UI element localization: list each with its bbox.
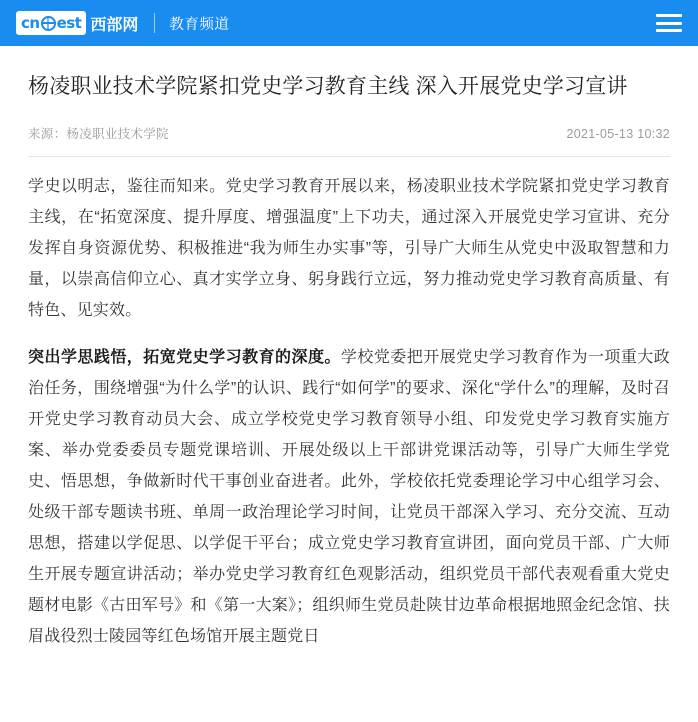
article-date: 2021-05-13 10:32 xyxy=(566,127,670,141)
article-container xyxy=(0,70,698,652)
article-paragraph: 学史以明志，鉴往而知来。党史学习教育开展以来，杨凌职业技术学院紧扣党史学习教育主线，在“拓宽深度、提升厚度、增强温度”上下功夫，通过深入开展党史学习宣讲、充分发挥自身资源优势、积极推进“我为师生办实事”等，引导广大师生从党史中汲取智慧和力量，以崇高信仰立心、真才实学立身、躬身践行立远，努力推动党史学习教育高质量、有特色、见实效。 xyxy=(28,178,670,319)
paragraph-lead: 突出学思践悟，拓宽党史学习教育的深度。 xyxy=(28,349,341,366)
site-header xyxy=(0,0,698,46)
logo-chinese-text: 西部网 xyxy=(90,16,139,34)
channel-label: 教育频道 xyxy=(169,16,230,33)
header-divider xyxy=(154,13,155,33)
logo-cn-text: cn xyxy=(21,14,40,32)
logo-est-text: est xyxy=(56,14,82,32)
article-source: 来源：杨凌职业技术学院 xyxy=(28,127,169,141)
logo-mark xyxy=(16,11,86,35)
paragraph-text: 学校党委把开展党史学习教育作为一项重大政治任务，围绕增强“为什么学”的认识、践行“如何学”的要求、深化“学什么”的理解，及时召开党史学习教育动员大会、成立学校党史学习教育领导小组、印发党史学习教育实施方案、举办党委委员专题党课培训、开展处级以上干部讲党课活动等，引导广大师生学党史、悟思想，争做新时代干事创业奋进者。此外，学校依托党委理论学习中心组学习会、处级干部专题读书班、单周一政治理论学习时间，让党员干部深入学习、充分交流、互动思想，搭建以学促思、以学促干平台；成立党史学习教育宣讲团，面向党员干部、广大师生开展专题宣讲活动；举办党史学习教育红色观影活动，组织党员干部代表观看重大党史题材电影《古田军号》和《第一大案》；组织师生党员赴陕甘边革命根据地照金纪念馆、扶眉战役烈士陵园等红色场馆开展主题党日 xyxy=(28,349,670,645)
globe-icon xyxy=(41,16,56,31)
page-title: 杨凌职业技术学院紧扣党史学习教育主线 深入开展党史学习宣讲 xyxy=(28,75,628,98)
article-meta xyxy=(28,124,670,156)
article-body xyxy=(28,157,670,652)
article-paragraph xyxy=(28,342,670,652)
site-logo[interactable] xyxy=(16,11,138,35)
hamburger-menu-icon[interactable] xyxy=(656,14,682,32)
